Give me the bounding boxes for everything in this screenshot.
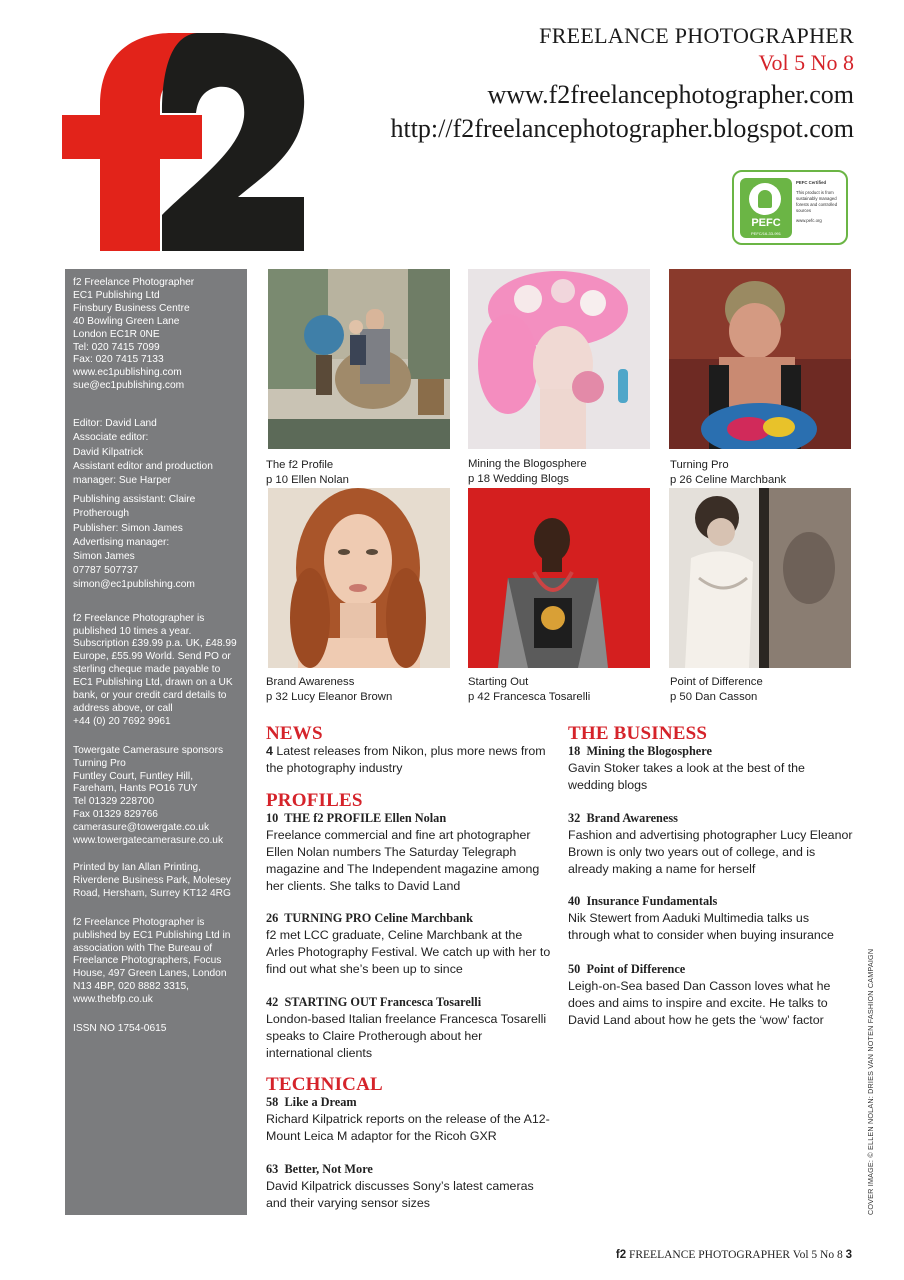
business-entry[interactable]: 50 Point of Difference Leigh-on-Sea based Dan Casson loves what he does and aims to inspire and excite. He talks to David Land about how he gets the ‘wow’ factor [568,962,831,1027]
pefc-url: www.pefc.org [796,218,822,223]
pefc-code: PEFC/16-33-991 [750,231,781,236]
f2-logo [62,33,307,251]
photo-celine-marchbank[interactable] [669,269,851,449]
issue-number: Vol 5 No 8 [758,50,854,75]
cover-credit: COVER IMAGE: © ELLEN NOLAN: DRIES VAN NOTEN FASHION CAMPAIGN [866,948,875,1215]
caption-starting-out: Starting Out p 42 Francesca Tosarelli [468,676,591,703]
news-heading: NEWS [266,723,323,744]
pefc-desc: This product is from sustainably managed forests and controlled sources [796,190,838,213]
page-number: 3 [845,1249,852,1261]
footer-title: FREELANCE PHOTOGRAPHER Vol 5 No 8 [628,1249,843,1261]
simon-email[interactable]: simon@ec1publishing.com [73,579,195,591]
bfp-info: f2 Freelance Photographer is published by EC1 Publishing Ltd in association with The Bureau of Freelance Photographers, Focus House, 497 Green Lanes, London N13 4BP, 020 8882 3315, www.thebfp.co.uk [73,917,239,1007]
website-link[interactable]: www.f2freelancephotographer.com [487,80,854,109]
pefc-label: PEFC [751,217,781,229]
photo-ellen-nolan[interactable] [268,269,450,449]
bfp-website[interactable]: www.thebfp.co.uk [73,994,153,1006]
pefc-badge [732,170,848,245]
pefc-text [796,180,846,224]
publisher-website[interactable]: www.ec1publishing.com [73,367,182,379]
business-heading: THE BUSINESS [568,723,708,744]
caption-blogosphere: Mining the Blogosphere p 18 Wedding Blogs [468,458,587,485]
page-footer [616,1249,852,1261]
photo-lucy-eleanor-brown[interactable] [268,488,450,668]
sponsor-email[interactable]: camerasure@towergate.co.uk [73,822,210,834]
masthead [390,22,854,146]
publisher-address: f2 Freelance Photographer EC1 Publishing Ltd Finsbury Business Centre 40 Bowling Green Lane London EC1R 0NE Tel: 020 7415 7099 Fax: 020 7415 7133 www.ec1publishing.com sue@ec1publishing.com [73,277,239,393]
technical-entry[interactable]: 63 Better, Not More David Kilpatrick discusses Sony’s latest cameras and their varying sensor sizes [266,1162,534,1210]
staff-list: Editor: David Land Associate editor: David Kilpatrick Assistant editor and production manager: Sue Harper Publishing assistant: Claire Protherough Publisher: Simon James Advertising manager: Simon James 07787 507737 simon@ec1publishing.com [73,417,239,592]
profile-entry[interactable]: 10 THE f2 PROFILE Ellen Nolan Freelance commercial and fine art photographer Ellen Nolan numbers The Saturday Telegraph magazine and The Independent magazine among her clients. She talks to David Land [266,811,540,893]
printer-info: Printed by Ian Allan Printing, Riverdene Business Park, Molesey Road, Hersham, Surrey KT12 4RG [73,862,231,899]
publisher-email[interactable]: sue@ec1publishing.com [73,380,185,392]
technical-entry[interactable]: 58 Like a Dream Richard Kilpatrick reports on the release of the A12-Mount Leica M adaptor for the Ricoh GXR [266,1095,550,1143]
photo-wedding-blogs[interactable] [468,269,650,449]
pefc-certified: PEFC Certified [796,180,827,185]
profile-entry[interactable]: 26 TURNING PRO Celine Marchbank f2 met LCC graduate, Celine Marchbank at the Arles Photography Festival. We catch up with her to find out what she’s been up to since [266,911,551,976]
subscription-info: f2 Freelance Photographer is published 10 times a year. Subscription £39.99 p.a. UK, £48.99 Europe, £55.99 World. Send PO or sterling cheque made payable to EC1 Publishing Ltd, drawn on a UK bank, or your credit card details to address above, or call +44 (0) 20 7692 9961 [73,612,237,727]
photo-francesca-tosarelli[interactable] [468,488,650,668]
blog-link[interactable]: http://f2freelancephotographer.blogspot.com [390,114,854,143]
business-entry[interactable]: 18 Mining the Blogosphere Gavin Stoker takes a look at the best of the wedding blogs [568,744,805,792]
sidebar-masthead-info [65,269,247,1215]
business-entry[interactable]: 32 Brand Awareness Fashion and advertising photographer Lucy Eleanor Brown is only two years out of college, and is already making a name for herself [568,811,853,876]
magazine-title: FREELANCE PHOTOGRAPHER [539,23,854,48]
business-entry[interactable]: 40 Insurance Fundamentals Nik Stewert from Aaduki Multimedia talks us through what to consider when buying insurance [568,894,834,942]
caption-brand-awareness: Brand Awareness p 32 Lucy Eleanor Brown [266,676,393,703]
f2-logo-graphic [62,33,307,251]
pefc-tree-icon [740,178,792,238]
profile-entry[interactable]: 42 STARTING OUT Francesca Tosarelli London-based Italian freelance Francesca Tosarelli speaks to Claire Protherough about her international clients [266,995,547,1060]
sponsor-website[interactable]: www.towergatecamerasure.co.uk [73,835,224,847]
news-entry[interactable]: 4 Latest releases from Nikon, plus more news from the photography industry [266,744,546,775]
technical-heading: TECHNICAL [266,1074,383,1095]
profiles-heading: PROFILES [266,790,363,811]
caption-point-of-difference: Point of Difference p 50 Dan Casson [670,676,763,703]
caption-profile: The f2 Profile p 10 Ellen Nolan [266,459,349,486]
footer-brand: f2 [615,1249,627,1261]
photo-dan-casson[interactable] [669,488,851,668]
caption-turning-pro: Turning Pro p 26 Celine Marchbank [670,459,787,486]
issn: ISSN NO 1754-0615 [73,1023,167,1035]
sponsor-info: Towergate Camerasure sponsors Turning Pro Funtley Court, Funtley Hill, Fareham, Hants PO16 7UY Tel 01329 228700 Fax 01329 829766 camerasure@towergate.co.uk www.towergatecamerasure.co.uk [73,745,239,848]
